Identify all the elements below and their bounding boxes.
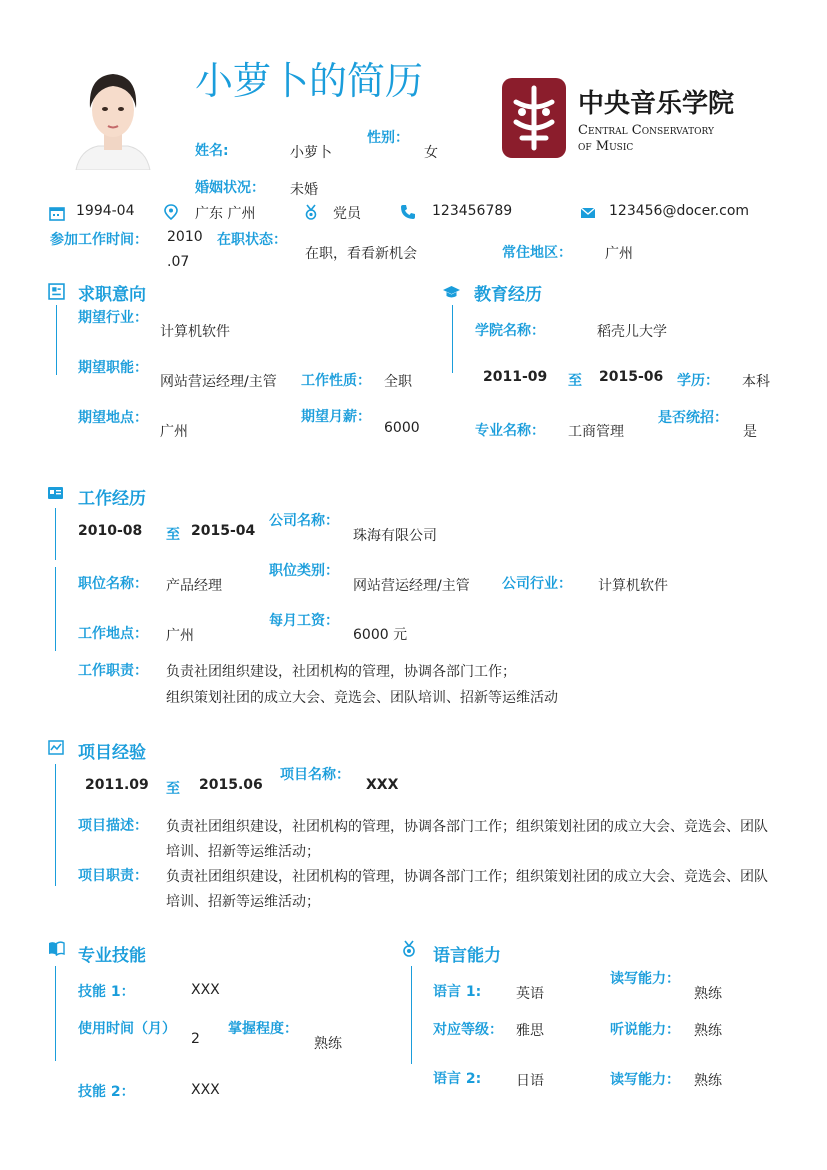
intent-location-value: 广州 — [160, 424, 188, 440]
skill-level-label: 掌握程度： — [228, 1021, 298, 1037]
work-end-date: 2015-04 — [191, 523, 256, 539]
skills-section-title: 专业技能 — [78, 946, 146, 966]
work-section-title: 工作经历 — [78, 489, 146, 509]
edu-degree-value: 本科 — [742, 374, 770, 390]
work-timeline-2 — [55, 567, 56, 651]
project-name-value: XXX — [366, 777, 399, 793]
intent-nature-label: 工作性质： — [301, 373, 371, 389]
id-card-icon — [47, 486, 64, 500]
chart-line-icon — [48, 740, 64, 755]
work-to-label: 至 — [166, 527, 180, 543]
intent-nature-value: 全职 — [384, 374, 412, 390]
job-status-value: 在职，看看新机会 — [305, 246, 417, 262]
project-duty-line1: 负责社团组织建设，社团机构的管理，协调各部门工作；组织策划社团的成立大会、竞选会、团队 — [166, 869, 768, 885]
lang1-label: 语言 1: — [433, 984, 482, 1000]
edu-unified-label: 是否统招： — [658, 410, 728, 426]
language-section-title: 语言能力 — [433, 946, 501, 966]
phone-icon — [400, 204, 416, 220]
project-desc-label: 项目描述： — [78, 818, 148, 834]
project-start-date: 2011.09 — [85, 777, 149, 793]
ls-label: 听说能力： — [610, 1022, 680, 1038]
medal-icon — [303, 204, 319, 220]
education-timeline — [452, 305, 453, 373]
lang1-value: 英语 — [516, 986, 544, 1002]
award-icon — [402, 940, 416, 957]
mail-icon — [580, 205, 596, 221]
intent-industry-value: 计算机软件 — [160, 324, 230, 340]
rw2-value: 熟练 — [694, 1073, 722, 1089]
gender-label: 性别： — [367, 130, 409, 146]
education-section-title: 教育经历 — [474, 285, 542, 305]
work-start-year: 2010 — [167, 229, 203, 245]
calendar-icon — [49, 205, 65, 221]
intent-section-icon — [48, 283, 65, 300]
work-duty-line2: 组织策划社团的成立大会、竞选会、团队培训、招新等运维活动 — [166, 690, 558, 706]
work-duty-label: 工作职责： — [78, 663, 148, 679]
politics-value: 党员 — [333, 206, 361, 222]
skill1-value: XXX — [191, 982, 220, 998]
rw1-value: 熟练 — [694, 986, 722, 1002]
name-label: 姓名: — [195, 143, 229, 159]
work-industry-value: 计算机软件 — [598, 578, 668, 594]
skills-timeline — [55, 966, 56, 1061]
work-location-label: 工作地点： — [78, 626, 148, 642]
work-salary-value: 6000 元 — [353, 627, 408, 643]
residence-label: 常住地区： — [502, 245, 572, 261]
logo-cn-text: 中央音乐学院 — [578, 89, 735, 119]
skill2-label: 技能 2： — [78, 1084, 135, 1100]
marital-label: 婚姻状况： — [195, 180, 265, 196]
logo-en-line2: of Music — [578, 139, 634, 154]
name-value: 小萝卜 — [290, 145, 332, 161]
graduation-cap-icon — [442, 284, 461, 300]
birth-value: 1994-04 — [76, 203, 135, 219]
edu-school-value: 稻壳儿大学 — [597, 324, 667, 340]
project-end-date: 2015.06 — [199, 777, 263, 793]
language-timeline — [411, 966, 412, 1064]
rw1-label: 读写能力： — [610, 971, 680, 987]
work-timeline-1 — [55, 508, 56, 560]
work-start-date: 2010-08 — [78, 523, 143, 539]
skill-time-label: 使用时间（月） — [78, 1021, 176, 1037]
edu-major-value: 工商管理 — [568, 424, 624, 440]
project-desc-line2: 培训、招新等运维活动； — [166, 844, 320, 860]
skill-level-value: 熟练 — [314, 1036, 342, 1052]
intent-salary-value: 6000 — [384, 420, 420, 436]
grade-value: 雅思 — [516, 1023, 544, 1039]
skill-time-value: 2 — [191, 1031, 200, 1047]
project-timeline — [55, 764, 56, 886]
intent-salary-label: 期望月薪： — [301, 409, 371, 425]
work-location-value: 广州 — [166, 628, 194, 644]
lang2-label: 语言 2: — [433, 1071, 482, 1087]
work-start-month: .07 — [167, 254, 190, 270]
edu-school-label: 学院名称： — [475, 323, 545, 339]
work-company-label: 公司名称： — [269, 513, 339, 529]
edu-unified-value: 是 — [743, 424, 757, 440]
skill1-label: 技能 1： — [78, 984, 135, 1000]
phone-value: 123456789 — [432, 203, 513, 219]
edu-to-label: 至 — [568, 373, 582, 389]
gender-value: 女 — [424, 145, 438, 161]
book-icon — [48, 941, 65, 956]
work-position-label: 职位名称： — [78, 576, 148, 592]
rw2-label: 读写能力： — [610, 1072, 680, 1088]
edu-start-date: 2011-09 — [483, 369, 548, 385]
project-to-label: 至 — [166, 781, 180, 797]
project-duty-line2: 培训、招新等运维活动； — [166, 894, 320, 910]
work-company-value: 珠海有限公司 — [353, 528, 437, 544]
location-pin-icon — [163, 204, 179, 220]
project-desc-line1: 负责社团组织建设，社团机构的管理，协调各部门工作；组织策划社团的成立大会、竞选会、团队 — [166, 819, 768, 835]
skill2-value: XXX — [191, 1082, 220, 1098]
edu-degree-label: 学历： — [677, 373, 719, 389]
work-start-label: 参加工作时间： — [50, 232, 148, 248]
lang2-value: 日语 — [516, 1073, 544, 1089]
intent-position-label: 期望职能： — [78, 360, 148, 376]
edu-end-date: 2015-06 — [599, 369, 664, 385]
residence-value: 广州 — [605, 246, 633, 262]
job-status-label: 在职状态： — [217, 232, 287, 248]
project-duty-label: 项目职责： — [78, 868, 148, 884]
project-name-label: 项目名称： — [280, 767, 350, 783]
logo-en-line1: Central Conservatory — [578, 123, 714, 138]
intent-location-label: 期望地点： — [78, 410, 148, 426]
school-logo — [502, 78, 762, 160]
intent-industry-label: 期望行业： — [78, 310, 148, 326]
intent-position-value: 网站营运经理/主管 — [160, 374, 277, 390]
intent-timeline — [56, 305, 57, 375]
work-category-value: 网站营运经理/主管 — [353, 578, 470, 594]
work-salary-label: 每月工资： — [269, 613, 339, 629]
grade-label: 对应等级： — [433, 1022, 503, 1038]
project-section-title: 项目经验 — [78, 743, 146, 763]
ls-value: 熟练 — [694, 1023, 722, 1039]
marital-value: 未婚 — [290, 182, 318, 198]
work-position-value: 产品经理 — [166, 578, 222, 594]
email-value[interactable]: 123456@docer.com — [609, 203, 750, 219]
work-duty-line1: 负责社团组织建设，社团机构的管理，协调各部门工作； — [166, 664, 516, 680]
resume-title: 小萝卜的简历 — [195, 59, 424, 103]
intent-section-title: 求职意向 — [78, 285, 146, 305]
edu-major-label: 专业名称： — [475, 423, 545, 439]
work-category-label: 职位类别： — [269, 563, 339, 579]
location-value: 广东 广州 — [195, 206, 256, 222]
work-industry-label: 公司行业： — [502, 576, 572, 592]
profile-photo — [70, 62, 156, 170]
